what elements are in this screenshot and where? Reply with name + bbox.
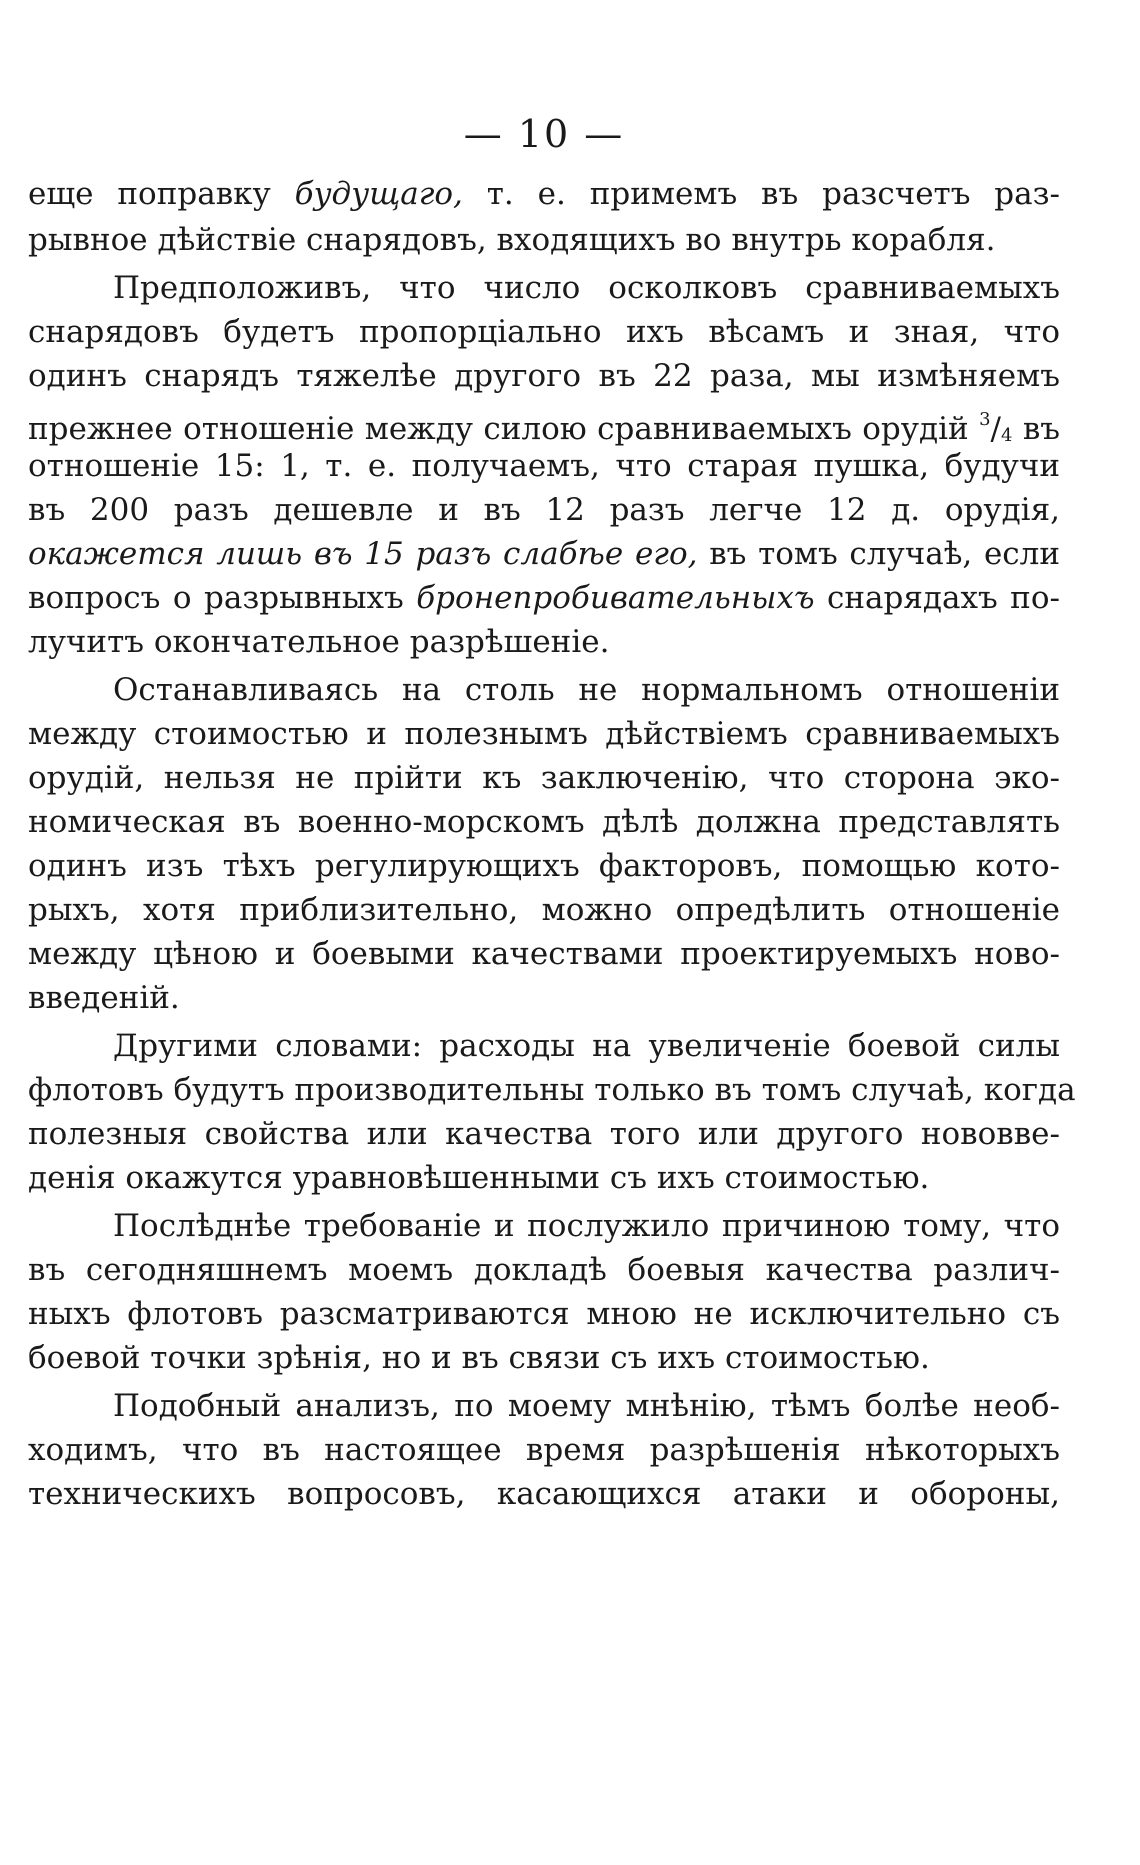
- text-line-11: лучитъ окончательное разрѣшеніе.: [28, 624, 610, 660]
- page-number: — 10 —: [463, 112, 625, 156]
- text-line-24: Послѣднѣе требованіе и послужило причиною тому, что: [113, 1208, 1060, 1244]
- text-line-19: введеній.: [28, 980, 180, 1016]
- text-line-5: одинъ снарядъ тяжелѣе другого въ 22 раза, мы измѣняемъ: [28, 358, 1060, 394]
- text-line-15: номическая въ военно-морскомъ дѣлѣ должна представлять: [28, 804, 1060, 840]
- text-line-12: Останавливаясь на столь не нормальномъ отношеніи: [113, 672, 1060, 708]
- text-line-13: между стоимостью и полезнымъ дѣйствіемъ сравниваемыхъ: [28, 716, 1060, 752]
- text-line-22: полезныя свойства или качества того или другого нововве-: [28, 1116, 1060, 1152]
- text-line-17: рыхъ, хотя приблизительно, можно опредѣлить отношеніе: [28, 892, 1060, 928]
- text-line-14: орудій, нельзя не прійти къ заключенію, что сторона эко-: [28, 760, 1060, 796]
- text-line-4: снарядовъ будетъ пропорціально ихъ вѣсамъ и зная, что: [28, 314, 1060, 350]
- text-line-27: боевой точки зрѣнія, но и въ связи съ ихъ стоимостью.: [28, 1340, 930, 1376]
- text-line-21: флотовъ будутъ производительны только въ томъ случаѣ, когда: [28, 1072, 1076, 1108]
- text-line-1: еще поправку будущаго, т. е. примемъ въ разсчетъ раз-: [28, 176, 1061, 212]
- text-line-9: окажется лишь въ 15 разъ слабѣе его, въ томъ случаѣ, если: [28, 536, 1061, 572]
- text-line-6: прежнее отношеніе между силою сравниваемыхъ орудій $^3/_4$ въ: [28, 409, 1060, 447]
- text-line-10: вопросъ о разрывныхъ бронепробивательныхъ снарядахъ по-: [28, 580, 1060, 616]
- text-line-26: ныхъ флотовъ разсматриваются мною не исключительно съ: [28, 1296, 1060, 1332]
- text-line-30: техническихъ вопросовъ, касающихся атаки и обороны,: [28, 1476, 1060, 1512]
- text-line-16: одинъ изъ тѣхъ регулирующихъ факторовъ, помощью кото-: [28, 848, 1060, 884]
- text-line-8: въ 200 разъ дешевле и въ 12 разъ легче 12 д. орудія,: [28, 492, 1060, 528]
- text-line-3: Предположивъ, что число осколковъ сравниваемыхъ: [113, 270, 1060, 306]
- text-line-2: рывное дѣйствіе снарядовъ, входящихъ во внутрь корабля.: [28, 222, 996, 258]
- text-line-20: Другими словами: расходы на увеличеніе боевой силы: [113, 1028, 1060, 1064]
- text-line-28: Подобный анализъ, по моему мнѣнію, тѣмъ болѣе необ-: [113, 1388, 1060, 1424]
- text-line-7: отношеніе 15: 1, т. е. получаемъ, что старая пушка, будучи: [28, 448, 1060, 484]
- text-line-23: денія окажутся уравновѣшенными съ ихъ стоимостью.: [28, 1160, 930, 1196]
- fraction: $^3/_4$: [979, 409, 1013, 447]
- text-line-29: ходимъ, что въ настоящее время разрѣшенія нѣкоторыхъ: [28, 1432, 1060, 1468]
- text-line-18: между цѣною и боевыми качествами проектируемыхъ ново-: [28, 936, 1060, 972]
- text-line-25: въ сегодняшнемъ моемъ докладѣ боевыя качества различ-: [28, 1252, 1060, 1288]
